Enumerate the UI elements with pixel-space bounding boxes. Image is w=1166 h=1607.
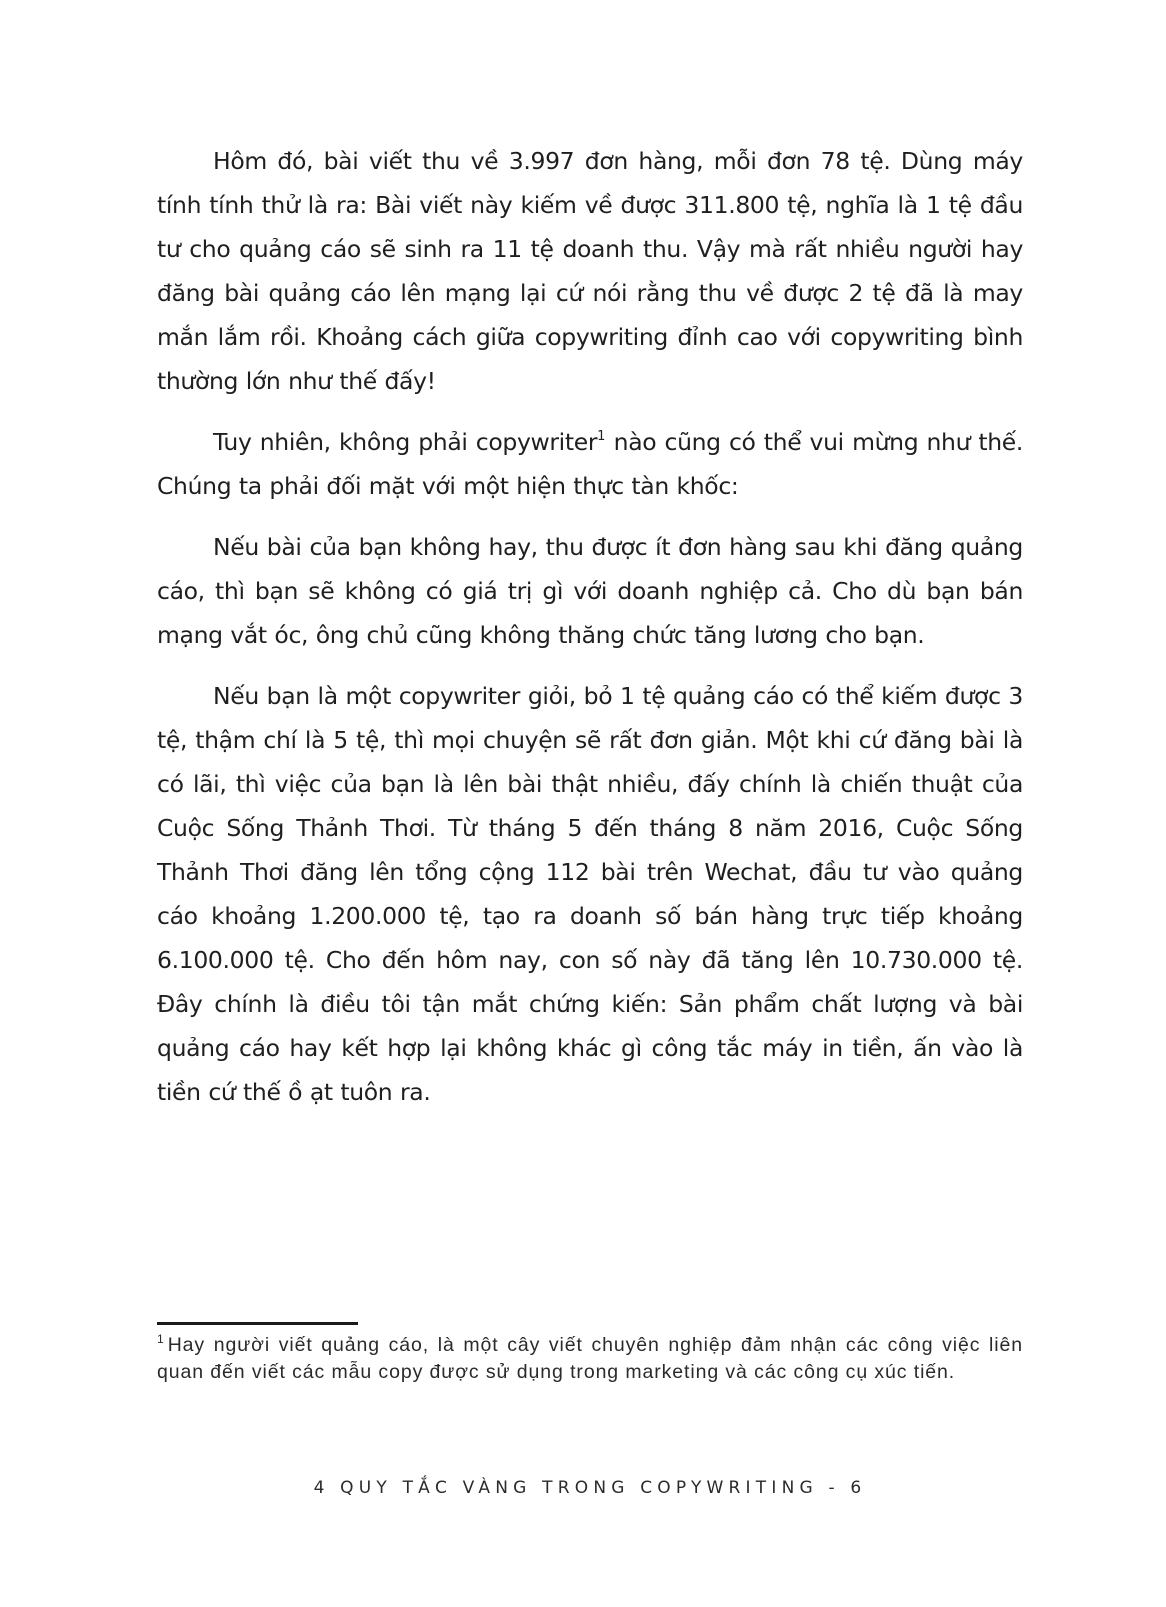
paragraph-2 xyxy=(157,420,1023,508)
footnote-1 xyxy=(157,1332,1023,1386)
paragraph-4: Nếu bạn là một copywriter giỏi, bỏ 1 tệ quảng cáo có thể kiếm được 3 tệ, thậm chí là 5 tệ, thì mọi chuyện sẽ rất đơn giản. Một khi cứ đăng bài là có lãi, thì việc của bạn là lên bài thật nhiều, đấy chính là chiến thuật của Cuộc Sống Thảnh Thơi. Từ tháng 5 đến tháng 8 năm 2016, Cuộc Sống Thảnh Thơi đăng lên tổng cộng 112 bài trên Wechat, đầu tư vào quảng cáo khoảng 1.200.000 tệ, tạo ra doanh số bán hàng trực tiếp khoảng 6.100.000 tệ. Cho đến hôm nay, con số này đã tăng lên 10.730.000 tệ. Đây chính là điều tôi tận mắt chứng kiến: Sản phẩm chất lượng và bài quảng cáo hay kết hợp lại không khác gì công tắc máy in tiền, ấn vào là tiền cứ thế ồ ạt tuôn ra. xyxy=(157,682,1023,1106)
paragraph-2-text-after-ref: nào cũng có thể vui mừng như thế. Chúng ta phải đối mặt với một hiện thực tàn khốc: xyxy=(157,428,1023,500)
paragraph-1: Hôm đó, bài viết thu về 3.997 đơn hàng, mỗi đơn 78 tệ. Dùng máy tính tính thử là ra: Bài viết này kiếm về được 311.800 tệ, nghĩa là 1 tệ đầu tư cho quảng cáo sẽ sinh ra 11 tệ doanh thu. Vậy mà rất nhiều người hay đăng bài quảng cáo lên mạng lại cứ nói rằng thu về được 2 tệ đã là may mắn lắm rồi. Khoảng cách giữa copywriting đỉnh cao với copywriting bình thường lớn như thế đấy! xyxy=(157,147,1023,395)
main-body-text xyxy=(157,139,1023,1131)
footnote-marker: 1 xyxy=(157,1332,164,1346)
footnote-text: Hay người viết quảng cáo, là một cây viết chuyên nghiệp đảm nhận các công việc liên quan đến viết các mẫu copy được sử dụng trong marketing và các công cụ xúc tiến. xyxy=(157,1334,1023,1383)
footnote-reference-1[interactable]: 1 xyxy=(597,429,606,444)
paragraph-3: Nếu bài của bạn không hay, thu được ít đơn hàng sau khi đăng quảng cáo, thì bạn sẽ không có giá trị gì với doanh nghiệp cả. Cho dù bạn bán mạng vắt óc, ông chủ cũng không thăng chức tăng lương cho bạn. xyxy=(157,533,1023,649)
paragraph-2-text-before-ref: Tuy nhiên, không phải copywriter xyxy=(213,428,598,456)
page-footer-running-title: 4 QUY TẮC VÀNG TRONG COPYWRITING - 6 xyxy=(313,1478,867,1498)
footnote-separator-rule xyxy=(157,1322,358,1325)
